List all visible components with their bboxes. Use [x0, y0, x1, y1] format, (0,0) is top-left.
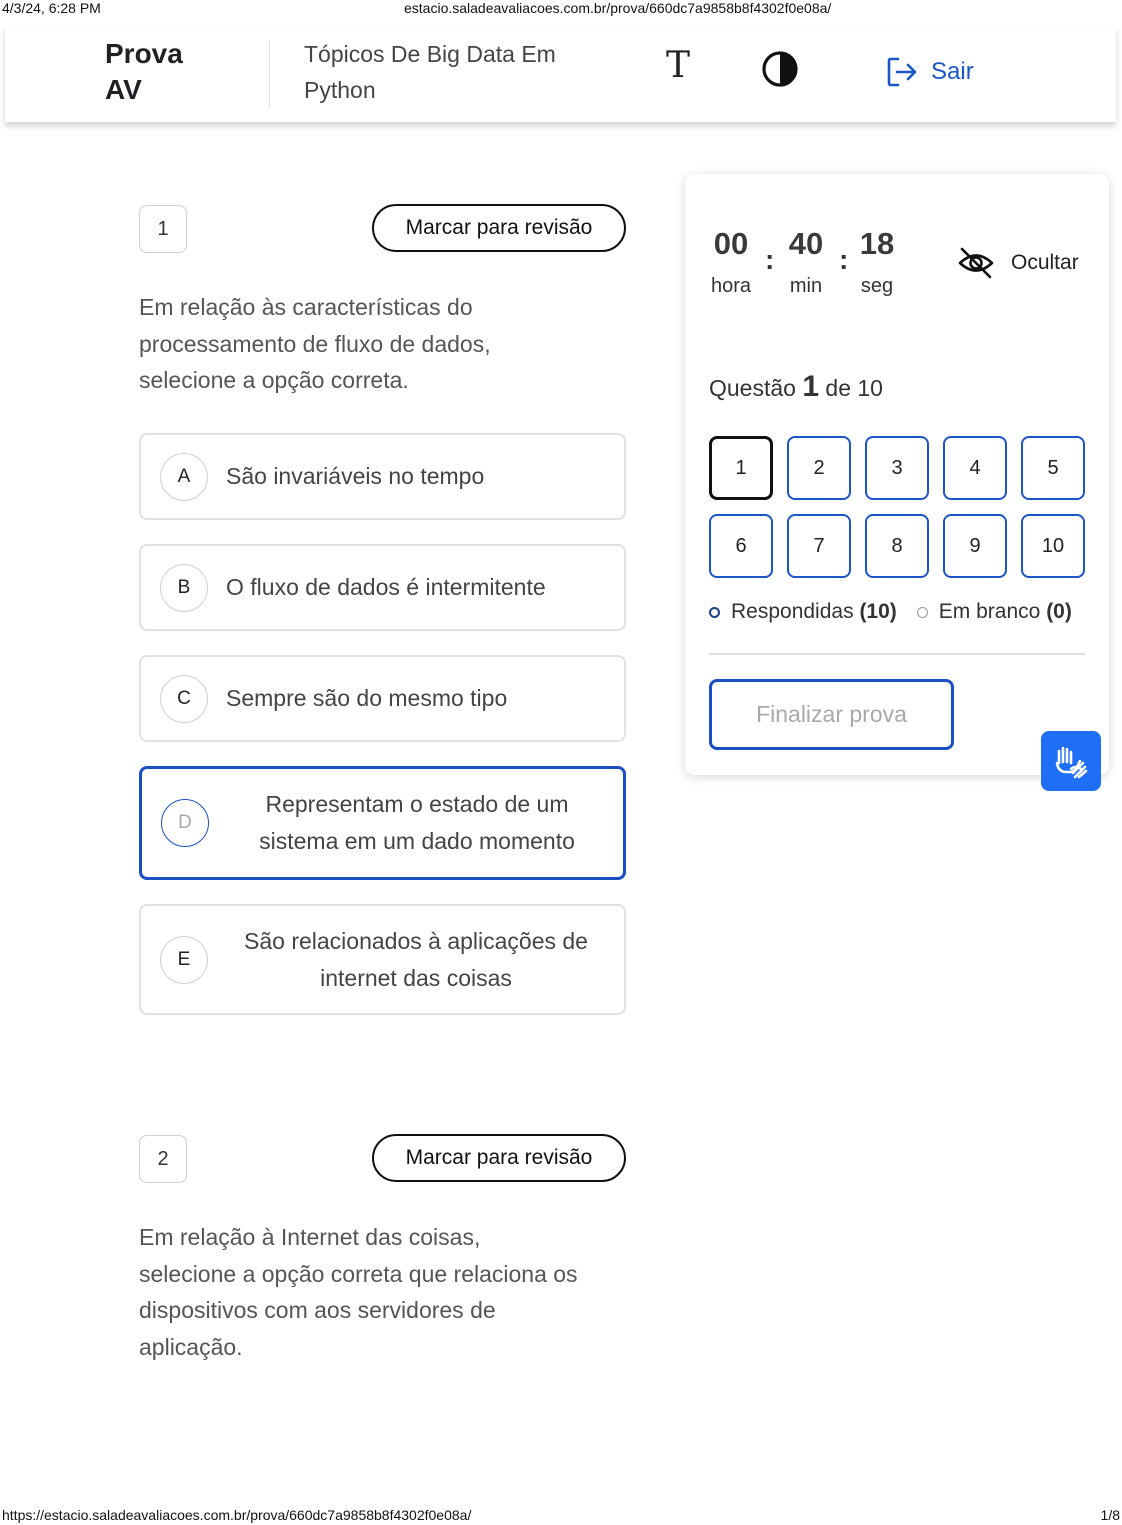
question-text-line: dispositivos com aos servidores de — [139, 1297, 496, 1323]
question-nav-button[interactable]: 10 — [1021, 514, 1085, 578]
question-text-line: selecione a opção correta que relaciona os — [139, 1260, 578, 1287]
timer-colon: : — [765, 244, 775, 275]
question-nav-button[interactable]: 2 — [787, 436, 851, 500]
option-letter: E — [160, 936, 208, 984]
option-d[interactable] — [139, 766, 626, 880]
answered-label: Respondidas — [731, 600, 854, 623]
question-nav-button[interactable]: 8 — [865, 514, 929, 578]
blank-dot-icon — [917, 607, 928, 618]
logout-icon — [885, 55, 919, 89]
hide-timer-toggle[interactable] — [957, 244, 1079, 282]
logout-label: Sair — [931, 58, 974, 85]
brand-line-2: AV — [105, 74, 142, 105]
question-number: 1 — [139, 205, 187, 253]
progress-prefix: Questão — [709, 375, 796, 401]
print-url: estacio.saladeavaliacoes.com.br/prova/660dc7a9858b8f4302f0e08a/ — [404, 0, 832, 16]
font-size-icon[interactable]: T — [665, 45, 690, 86]
question-nav-button[interactable]: 5 — [1021, 436, 1085, 500]
question-nav-button[interactable]: 3 — [865, 436, 929, 500]
eye-off-icon — [957, 244, 995, 282]
logout-button[interactable] — [885, 52, 974, 92]
question-text-line: Em relação à Internet das coisas, — [139, 1224, 481, 1250]
hide-timer-label: Ocultar — [1011, 251, 1079, 274]
option-e[interactable] — [139, 904, 626, 1015]
answered-dot-icon — [709, 607, 720, 618]
app-header — [5, 26, 1116, 122]
answer-legend — [709, 600, 1072, 624]
question-nav-button[interactable]: 1 — [709, 436, 773, 500]
mark-for-review-button[interactable]: Marcar para revisão — [372, 204, 626, 252]
option-text-line: Representam o estado de um — [265, 791, 569, 817]
panel-divider — [709, 653, 1085, 655]
course-title — [304, 36, 604, 108]
brand-title — [105, 36, 215, 108]
mark-for-review-button[interactable]: Marcar para revisão — [372, 1134, 626, 1182]
contrast-icon[interactable] — [761, 50, 799, 88]
header-divider — [269, 40, 270, 108]
option-b[interactable] — [139, 544, 626, 631]
timer-seconds: 18 — [859, 226, 895, 261]
finish-exam-button[interactable]: Finalizar prova — [709, 679, 954, 750]
question-nav-grid — [709, 436, 1085, 578]
option-c[interactable] — [139, 655, 626, 742]
timer-seconds-label: seg — [860, 275, 894, 297]
option-a[interactable] — [139, 433, 626, 520]
progress-suffix: de 10 — [825, 375, 883, 401]
blank-label: Em branco — [938, 600, 1041, 623]
question-text-line: aplicação. — [139, 1333, 243, 1360]
question-progress — [709, 370, 883, 404]
option-text — [227, 786, 607, 860]
option-letter: B — [160, 564, 208, 612]
option-text: São invariáveis no tempo — [226, 463, 485, 489]
progress-current: 1 — [802, 370, 820, 403]
course-line-1: Tópicos De Big Data Em — [304, 41, 556, 67]
blank-count: (0) — [1046, 600, 1072, 623]
option-text-line: sistema em um dado momento — [259, 828, 575, 854]
question-text-line: processamento de fluxo de dados, — [139, 330, 491, 357]
timer-hours-label: hora — [710, 275, 752, 297]
question-text-line: selecione a opção correta. — [139, 367, 409, 393]
option-text: Sempre são do mesmo tipo — [226, 685, 508, 711]
question-text — [139, 1219, 639, 1365]
course-line-2: Python — [304, 77, 376, 103]
question-nav-button[interactable]: 9 — [943, 514, 1007, 578]
sign-language-button[interactable] — [1041, 731, 1101, 791]
brand-line-1: Prova — [105, 38, 183, 69]
answered-count: (10) — [859, 600, 897, 623]
print-footer-url: https://estacio.saladeavaliacoes.com.br/prova/660dc7a9858b8f4302f0e08a/ — [2, 1507, 472, 1523]
timer-hours: 00 — [713, 226, 749, 261]
question-nav-button[interactable]: 7 — [787, 514, 851, 578]
print-datetime: 4/3/24, 6:28 PM — [2, 0, 101, 16]
option-text-line: São relacionados à aplicações de — [244, 927, 588, 954]
print-page-number: 1/8 — [1100, 1507, 1120, 1523]
timer-minutes-label: min — [789, 275, 823, 297]
exam-panel — [685, 174, 1109, 775]
question-number: 2 — [139, 1135, 187, 1183]
question-nav-button[interactable]: 6 — [709, 514, 773, 578]
timer-colon: : — [839, 244, 849, 275]
question-nav-button[interactable]: 4 — [943, 436, 1007, 500]
option-text — [220, 923, 612, 997]
option-text: O fluxo de dados é intermitente — [226, 574, 546, 600]
option-letter: C — [160, 675, 208, 723]
sign-language-icon — [1051, 741, 1091, 781]
question-text-line: Em relação às características do — [139, 294, 473, 320]
option-letter: D — [161, 799, 209, 847]
option-text-line: internet das coisas — [320, 964, 512, 991]
option-letter: A — [160, 453, 208, 501]
timer-minutes: 40 — [788, 226, 824, 261]
question-text — [139, 289, 639, 399]
